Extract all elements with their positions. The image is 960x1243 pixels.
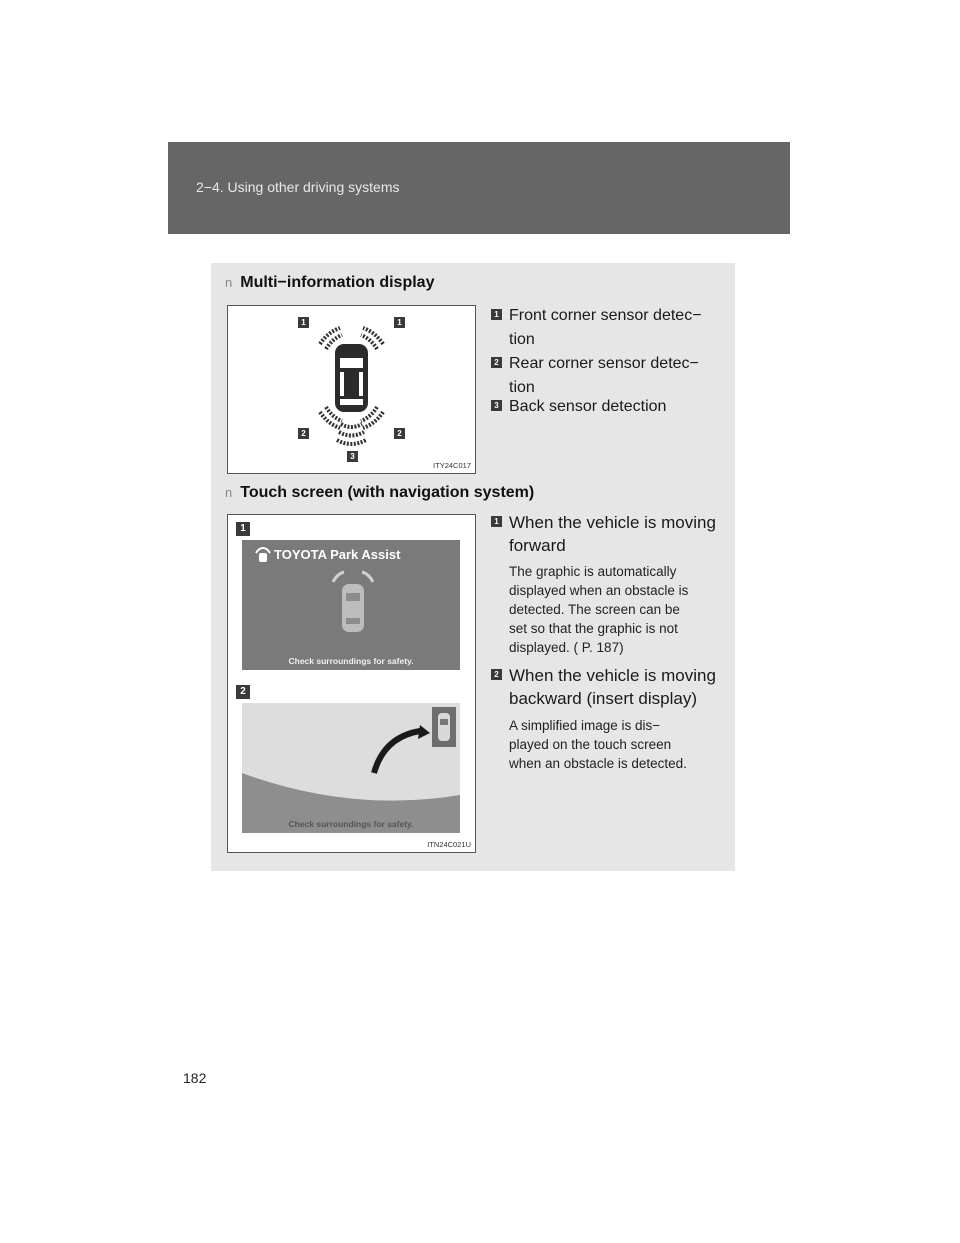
item-text-line2: forward [509,536,566,555]
touch-item-1 [491,511,716,557]
figure-code: ITY24C017 [433,461,471,470]
screen-footer-text: Check surroundings for safety. [288,656,414,666]
park-assist-screen [242,540,460,670]
mid-item-2 [491,352,699,400]
insert-display-car-icon [432,707,456,747]
rear-camera-screen [242,703,460,833]
touch-section-title: Touch screen (with navigation system) [240,484,535,501]
callout-3: 3 [347,451,358,462]
touch-item-2-note [509,716,719,773]
callout-1-left: 1 [298,317,309,328]
item-number-badge: 1 [491,516,502,527]
back-sensor-icon [337,424,366,444]
note-line: displayed when an obstacle is [509,583,689,598]
item-number-badge: 2 [491,669,502,680]
item-text-line1: Front corner sensor detec− [509,307,702,324]
car-sensor-graphic-icon [328,566,378,636]
park-assist-icon [254,547,272,563]
note-line: The graphic is automatically [509,564,677,579]
screen-title: TOYOTA Park Assist [274,547,401,562]
mid-figure [227,305,476,474]
bullet-marker: n [225,485,233,500]
screen-footer-text: Check surroundings for safety. [288,819,414,829]
note-line: detected. The screen can be [509,602,680,617]
touch-item-1-note [509,562,719,657]
callout-2-right: 2 [394,428,405,439]
callout-1-right: 1 [394,317,405,328]
page-number: 182 [183,1070,207,1086]
item-text-line2: tion [509,379,535,396]
item-text-line1: When the vehicle is moving [509,513,716,532]
item-text-line1: Rear corner sensor detec− [509,355,699,372]
item-number-badge: 2 [491,357,502,368]
note-line: A simplified image is dis− [509,718,661,733]
callout-1: 1 [236,522,250,536]
note-line: when an obstacle is detected. [509,756,687,771]
item-text-line2: tion [509,331,535,348]
item-text-line1: When the vehicle is moving [509,666,716,685]
section-title: 2−4. Using other driving systems [196,179,400,195]
item-text-line2: backward (insert display) [509,689,698,708]
car-top-view-icon [335,344,368,412]
item-number-badge: 3 [491,400,502,411]
callout-2-left: 2 [298,428,309,439]
mid-item-1 [491,304,702,352]
touch-section-heading [225,484,534,502]
item-text-line1: Back sensor detection [509,398,667,415]
page-header [168,142,790,234]
figure-code: ITN24C021U [427,840,471,849]
note-line: displayed. ( P. 187) [509,640,624,655]
mid-section-title: Multi−information display [240,274,435,291]
mid-sensor-diagram [228,306,475,473]
note-line: set so that the graphic is not [509,621,678,636]
note-line: played on the touch screen [509,737,672,752]
bullet-marker: n [225,275,233,290]
item-number-badge: 1 [491,309,502,320]
mid-section-heading [225,274,434,292]
callout-2: 2 [236,685,250,699]
arrow-icon [370,725,430,775]
touch-item-2 [491,664,716,710]
mid-item-3 [491,395,666,419]
